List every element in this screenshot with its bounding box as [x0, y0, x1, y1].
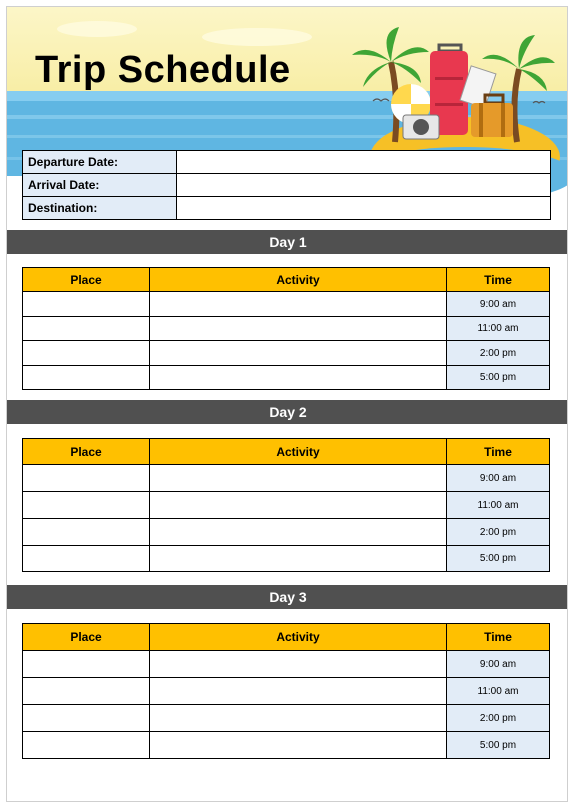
- trip-info-table: [22, 150, 551, 220]
- place-cell[interactable]: [23, 732, 150, 759]
- day-2-header: Day 2: [7, 400, 568, 424]
- day-1-table: [22, 267, 550, 390]
- table-row: [23, 341, 550, 366]
- activity-cell[interactable]: [150, 341, 447, 366]
- destination-row: [23, 197, 551, 220]
- place-cell[interactable]: [23, 465, 150, 492]
- place-cell[interactable]: [23, 519, 150, 546]
- time-column-header: Time: [447, 439, 550, 465]
- activity-cell[interactable]: [150, 366, 447, 390]
- place-cell[interactable]: [23, 705, 150, 732]
- time-cell: 11:00 am: [447, 317, 550, 341]
- time-cell: 9:00 am: [447, 292, 550, 317]
- activity-cell[interactable]: [150, 546, 447, 572]
- time-column-header: Time: [447, 268, 550, 292]
- table-header-row: [23, 268, 550, 292]
- time-column-header: Time: [447, 624, 550, 651]
- table-row: [23, 519, 550, 546]
- activity-column-header: Activity: [150, 624, 447, 651]
- place-cell[interactable]: [23, 546, 150, 572]
- day-2-table: [22, 438, 550, 572]
- departure-date-field[interactable]: [177, 151, 551, 174]
- activity-column-header: Activity: [150, 439, 447, 465]
- table-header-row: [23, 439, 550, 465]
- activity-cell[interactable]: [150, 465, 447, 492]
- place-cell[interactable]: [23, 651, 150, 678]
- table-row: [23, 705, 550, 732]
- table-row: [23, 465, 550, 492]
- time-cell: 9:00 am: [447, 465, 550, 492]
- page-title: Trip Schedule: [35, 49, 291, 91]
- time-cell: 11:00 am: [447, 492, 550, 519]
- activity-cell[interactable]: [150, 705, 447, 732]
- time-cell: 9:00 am: [447, 651, 550, 678]
- place-cell[interactable]: [23, 317, 150, 341]
- activity-cell[interactable]: [150, 678, 447, 705]
- day-3-header: Day 3: [7, 585, 568, 609]
- table-row: [23, 366, 550, 390]
- destination-field[interactable]: [177, 197, 551, 220]
- place-cell[interactable]: [23, 492, 150, 519]
- arrival-date-row: [23, 174, 551, 197]
- departure-date-label: Departure Date:: [23, 151, 177, 174]
- time-cell: 11:00 am: [447, 678, 550, 705]
- activity-column-header: Activity: [150, 268, 447, 292]
- arrival-date-field[interactable]: [177, 174, 551, 197]
- activity-cell[interactable]: [150, 317, 447, 341]
- time-cell: 2:00 pm: [447, 519, 550, 546]
- table-row: [23, 292, 550, 317]
- activity-cell[interactable]: [150, 492, 447, 519]
- table-row: [23, 678, 550, 705]
- time-cell: 5:00 pm: [447, 732, 550, 759]
- document-page: [6, 6, 568, 802]
- table-header-row: [23, 624, 550, 651]
- place-cell[interactable]: [23, 366, 150, 390]
- time-cell: 2:00 pm: [447, 705, 550, 732]
- place-column-header: Place: [23, 268, 150, 292]
- place-cell[interactable]: [23, 292, 150, 317]
- time-cell: 2:00 pm: [447, 341, 550, 366]
- departure-date-row: [23, 151, 551, 174]
- table-row: [23, 651, 550, 678]
- day-3-table: [22, 623, 550, 759]
- destination-label: Destination:: [23, 197, 177, 220]
- activity-cell[interactable]: [150, 519, 447, 546]
- time-cell: 5:00 pm: [447, 546, 550, 572]
- table-row: [23, 492, 550, 519]
- place-column-header: Place: [23, 624, 150, 651]
- time-cell: 5:00 pm: [447, 366, 550, 390]
- place-cell[interactable]: [23, 678, 150, 705]
- table-row: [23, 317, 550, 341]
- day-1-header: Day 1: [7, 230, 568, 254]
- activity-cell[interactable]: [150, 651, 447, 678]
- activity-cell[interactable]: [150, 292, 447, 317]
- table-row: [23, 732, 550, 759]
- place-cell[interactable]: [23, 341, 150, 366]
- activity-cell[interactable]: [150, 732, 447, 759]
- place-column-header: Place: [23, 439, 150, 465]
- arrival-date-label: Arrival Date:: [23, 174, 177, 197]
- table-row: [23, 546, 550, 572]
